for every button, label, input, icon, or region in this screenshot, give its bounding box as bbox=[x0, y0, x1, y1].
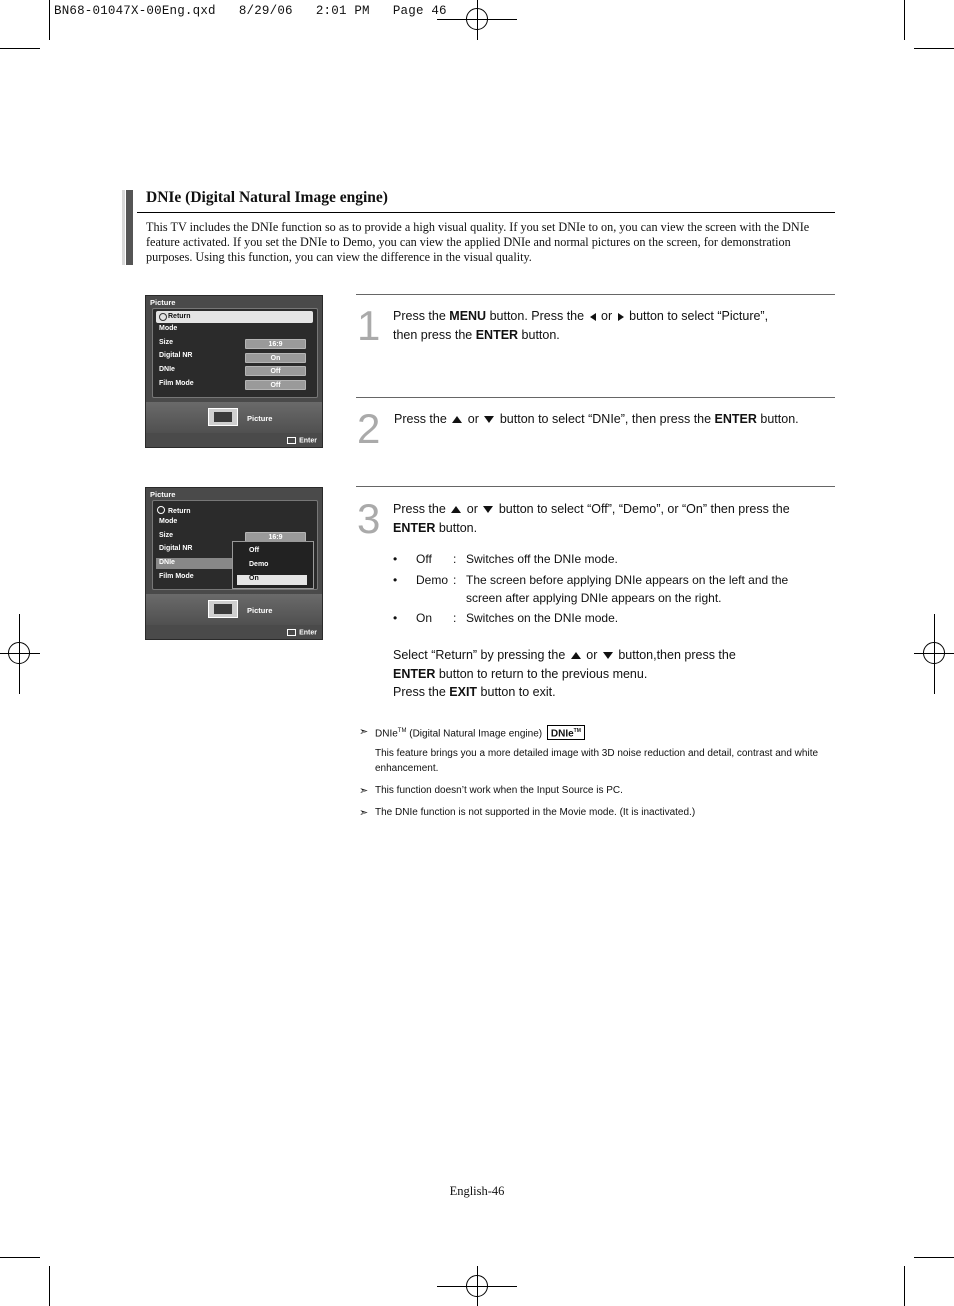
registration-circle bbox=[466, 8, 488, 30]
crop-mark bbox=[49, 0, 50, 40]
menu-item-film-mode[interactable]: Film Mode bbox=[159, 380, 194, 387]
bullet-sep: : bbox=[453, 552, 457, 566]
file-slug: BN68-01047X-00Eng.qxd 8/29/06 2:01 PM Page 46 bbox=[54, 4, 447, 18]
menu-title: Picture bbox=[150, 490, 176, 499]
option-demo[interactable]: Demo bbox=[249, 561, 269, 568]
crop-mark bbox=[49, 1266, 50, 1306]
menu-item-size[interactable]: Size bbox=[159, 532, 174, 539]
intro-paragraph: This TV includes the DNIe function so as to provide a high visual quality. If you set DNIe to on, you can view the screen with the DNIe feature activated. If you set the DNIe to Demo, you can view the applied DNIe and normal pictures on the screen, for demonstration purposes. Using this function, you can view the difference in the visual quality. bbox=[146, 220, 810, 264]
note-arrow-icon: ➣ bbox=[359, 807, 369, 819]
menu-return-label: Return bbox=[168, 508, 191, 515]
note-dnie-desc: This feature brings you a more detailed image with 3D noise reduction and detail, contrast and white enhancement. bbox=[375, 748, 819, 774]
menu-box bbox=[152, 308, 318, 398]
menu-item-mode[interactable]: Mode bbox=[159, 325, 178, 332]
menu-item-dnie[interactable]: DNIe bbox=[159, 559, 175, 566]
down-arrow-icon bbox=[603, 652, 613, 659]
menu-footer bbox=[146, 594, 322, 625]
left-arrow-icon bbox=[590, 313, 596, 321]
section-title: DNIe (Digital Natural Image engine) bbox=[146, 189, 388, 206]
step-number: 1 bbox=[357, 302, 381, 349]
page-number: English-46 bbox=[449, 1184, 505, 1198]
note-arrow-icon: ➣ bbox=[359, 726, 369, 738]
enter-hint bbox=[287, 437, 317, 444]
bullet-term-off: Off bbox=[416, 552, 432, 566]
value-film-mode: Off bbox=[245, 380, 306, 390]
bullet-sep: : bbox=[453, 611, 457, 625]
value-size: 16:9 bbox=[245, 339, 306, 349]
menu-title: Picture bbox=[150, 298, 176, 307]
enter-hint bbox=[287, 629, 317, 636]
note-dnie-title: DNIe™ (Digital Natural Image engine) DNIe™ bbox=[375, 724, 585, 741]
menu-return-label: Return bbox=[168, 313, 191, 320]
title-rule bbox=[137, 212, 835, 213]
down-arrow-icon bbox=[484, 416, 494, 423]
enter-icon bbox=[287, 629, 296, 636]
step-3-text: Press the or button to select “Off”, “Demo”, or “On” then press the ENTER button. bbox=[393, 502, 790, 535]
right-arrow-icon bbox=[618, 313, 624, 321]
bullet-desc-demo: The screen before applying DNIe appears on the left and the bbox=[466, 573, 789, 587]
option-off[interactable]: Off bbox=[249, 547, 260, 554]
tv-menu-dnie-options bbox=[145, 487, 323, 640]
note-movie-mode: The DNIe function is not supported in the Movie mode. (It is inactivated.) bbox=[375, 807, 696, 818]
step-number: 2 bbox=[357, 405, 381, 452]
registration-circle bbox=[466, 1275, 488, 1297]
registration-circle bbox=[923, 642, 945, 664]
crop-mark bbox=[0, 1257, 40, 1258]
closing-instructions: Select “Return” by pressing the or button,then press the ENTER button to return to the previous menu. Press the EXIT button to exit. bbox=[393, 648, 736, 699]
tv-icon bbox=[208, 600, 238, 618]
note-pc-source: This function doesn’t work when the Input Source is PC. bbox=[375, 785, 623, 796]
option-selected-highlight bbox=[237, 575, 307, 585]
enter-label: Enter bbox=[299, 629, 317, 636]
value-size: 16:9 bbox=[245, 532, 306, 542]
menu-footer-label: Picture bbox=[247, 606, 273, 615]
step-rule bbox=[356, 486, 835, 487]
menu-footer bbox=[146, 402, 322, 433]
bullet-mark: • bbox=[393, 552, 398, 566]
bullet-desc-demo-cont: screen after applying DNIe appears on the right. bbox=[466, 591, 722, 605]
bullet-desc-on: Switches on the DNIe mode. bbox=[466, 611, 619, 625]
step-rule bbox=[356, 294, 835, 295]
note-arrow-icon: ➣ bbox=[359, 785, 369, 797]
enter-icon bbox=[287, 437, 296, 444]
menu-item-digital-nr[interactable]: Digital NR bbox=[159, 545, 193, 552]
up-arrow-icon bbox=[452, 416, 462, 423]
dnie-logo: DNIe™ bbox=[547, 725, 585, 740]
menu-footer-label: Picture bbox=[247, 414, 273, 423]
option-on[interactable]: On bbox=[249, 575, 259, 582]
up-arrow-icon bbox=[571, 652, 581, 659]
section-bar bbox=[122, 190, 133, 265]
menu-item-size[interactable]: Size bbox=[159, 339, 174, 346]
up-arrow-icon bbox=[451, 506, 461, 513]
crop-mark bbox=[904, 0, 905, 40]
bullet-desc-off: Switches off the DNIe mode. bbox=[466, 552, 618, 566]
bullet-sep: : bbox=[453, 573, 457, 587]
step-rule bbox=[356, 397, 835, 398]
tv-menu-picture bbox=[145, 295, 323, 448]
menu-return-item[interactable] bbox=[157, 505, 191, 515]
step-number: 3 bbox=[357, 495, 381, 542]
dnie-options-popup bbox=[232, 541, 314, 589]
tv-icon bbox=[208, 408, 238, 426]
step-1-text: Press the MENU button. Press the or button to select “Picture”, then press the ENTER button. bbox=[393, 309, 769, 342]
bullet-mark: • bbox=[393, 573, 398, 587]
menu-item-film-mode[interactable]: Film Mode bbox=[159, 573, 194, 580]
menu-item-mode[interactable]: Mode bbox=[159, 518, 178, 525]
down-arrow-icon bbox=[483, 506, 493, 513]
value-digital-nr: On bbox=[245, 353, 306, 363]
bullet-term-on: On bbox=[416, 611, 433, 625]
bullet-term-demo: Demo bbox=[416, 573, 449, 587]
return-icon bbox=[157, 506, 165, 514]
crop-mark bbox=[904, 1266, 905, 1306]
crop-mark bbox=[914, 1257, 954, 1258]
menu-return-item[interactable] bbox=[156, 311, 313, 323]
step-2-text: Press the or button to select “DNIe”, then press the ENTER button. bbox=[394, 412, 799, 426]
menu-item-dnie[interactable]: DNIe bbox=[159, 366, 175, 373]
menu-item-digital-nr[interactable]: Digital NR bbox=[159, 352, 193, 359]
return-icon bbox=[159, 313, 167, 321]
crop-mark bbox=[914, 48, 954, 49]
registration-circle bbox=[8, 642, 30, 664]
bullet-mark: • bbox=[393, 611, 398, 625]
enter-label: Enter bbox=[299, 437, 317, 444]
value-dnie: Off bbox=[245, 366, 306, 376]
crop-mark bbox=[0, 48, 40, 49]
